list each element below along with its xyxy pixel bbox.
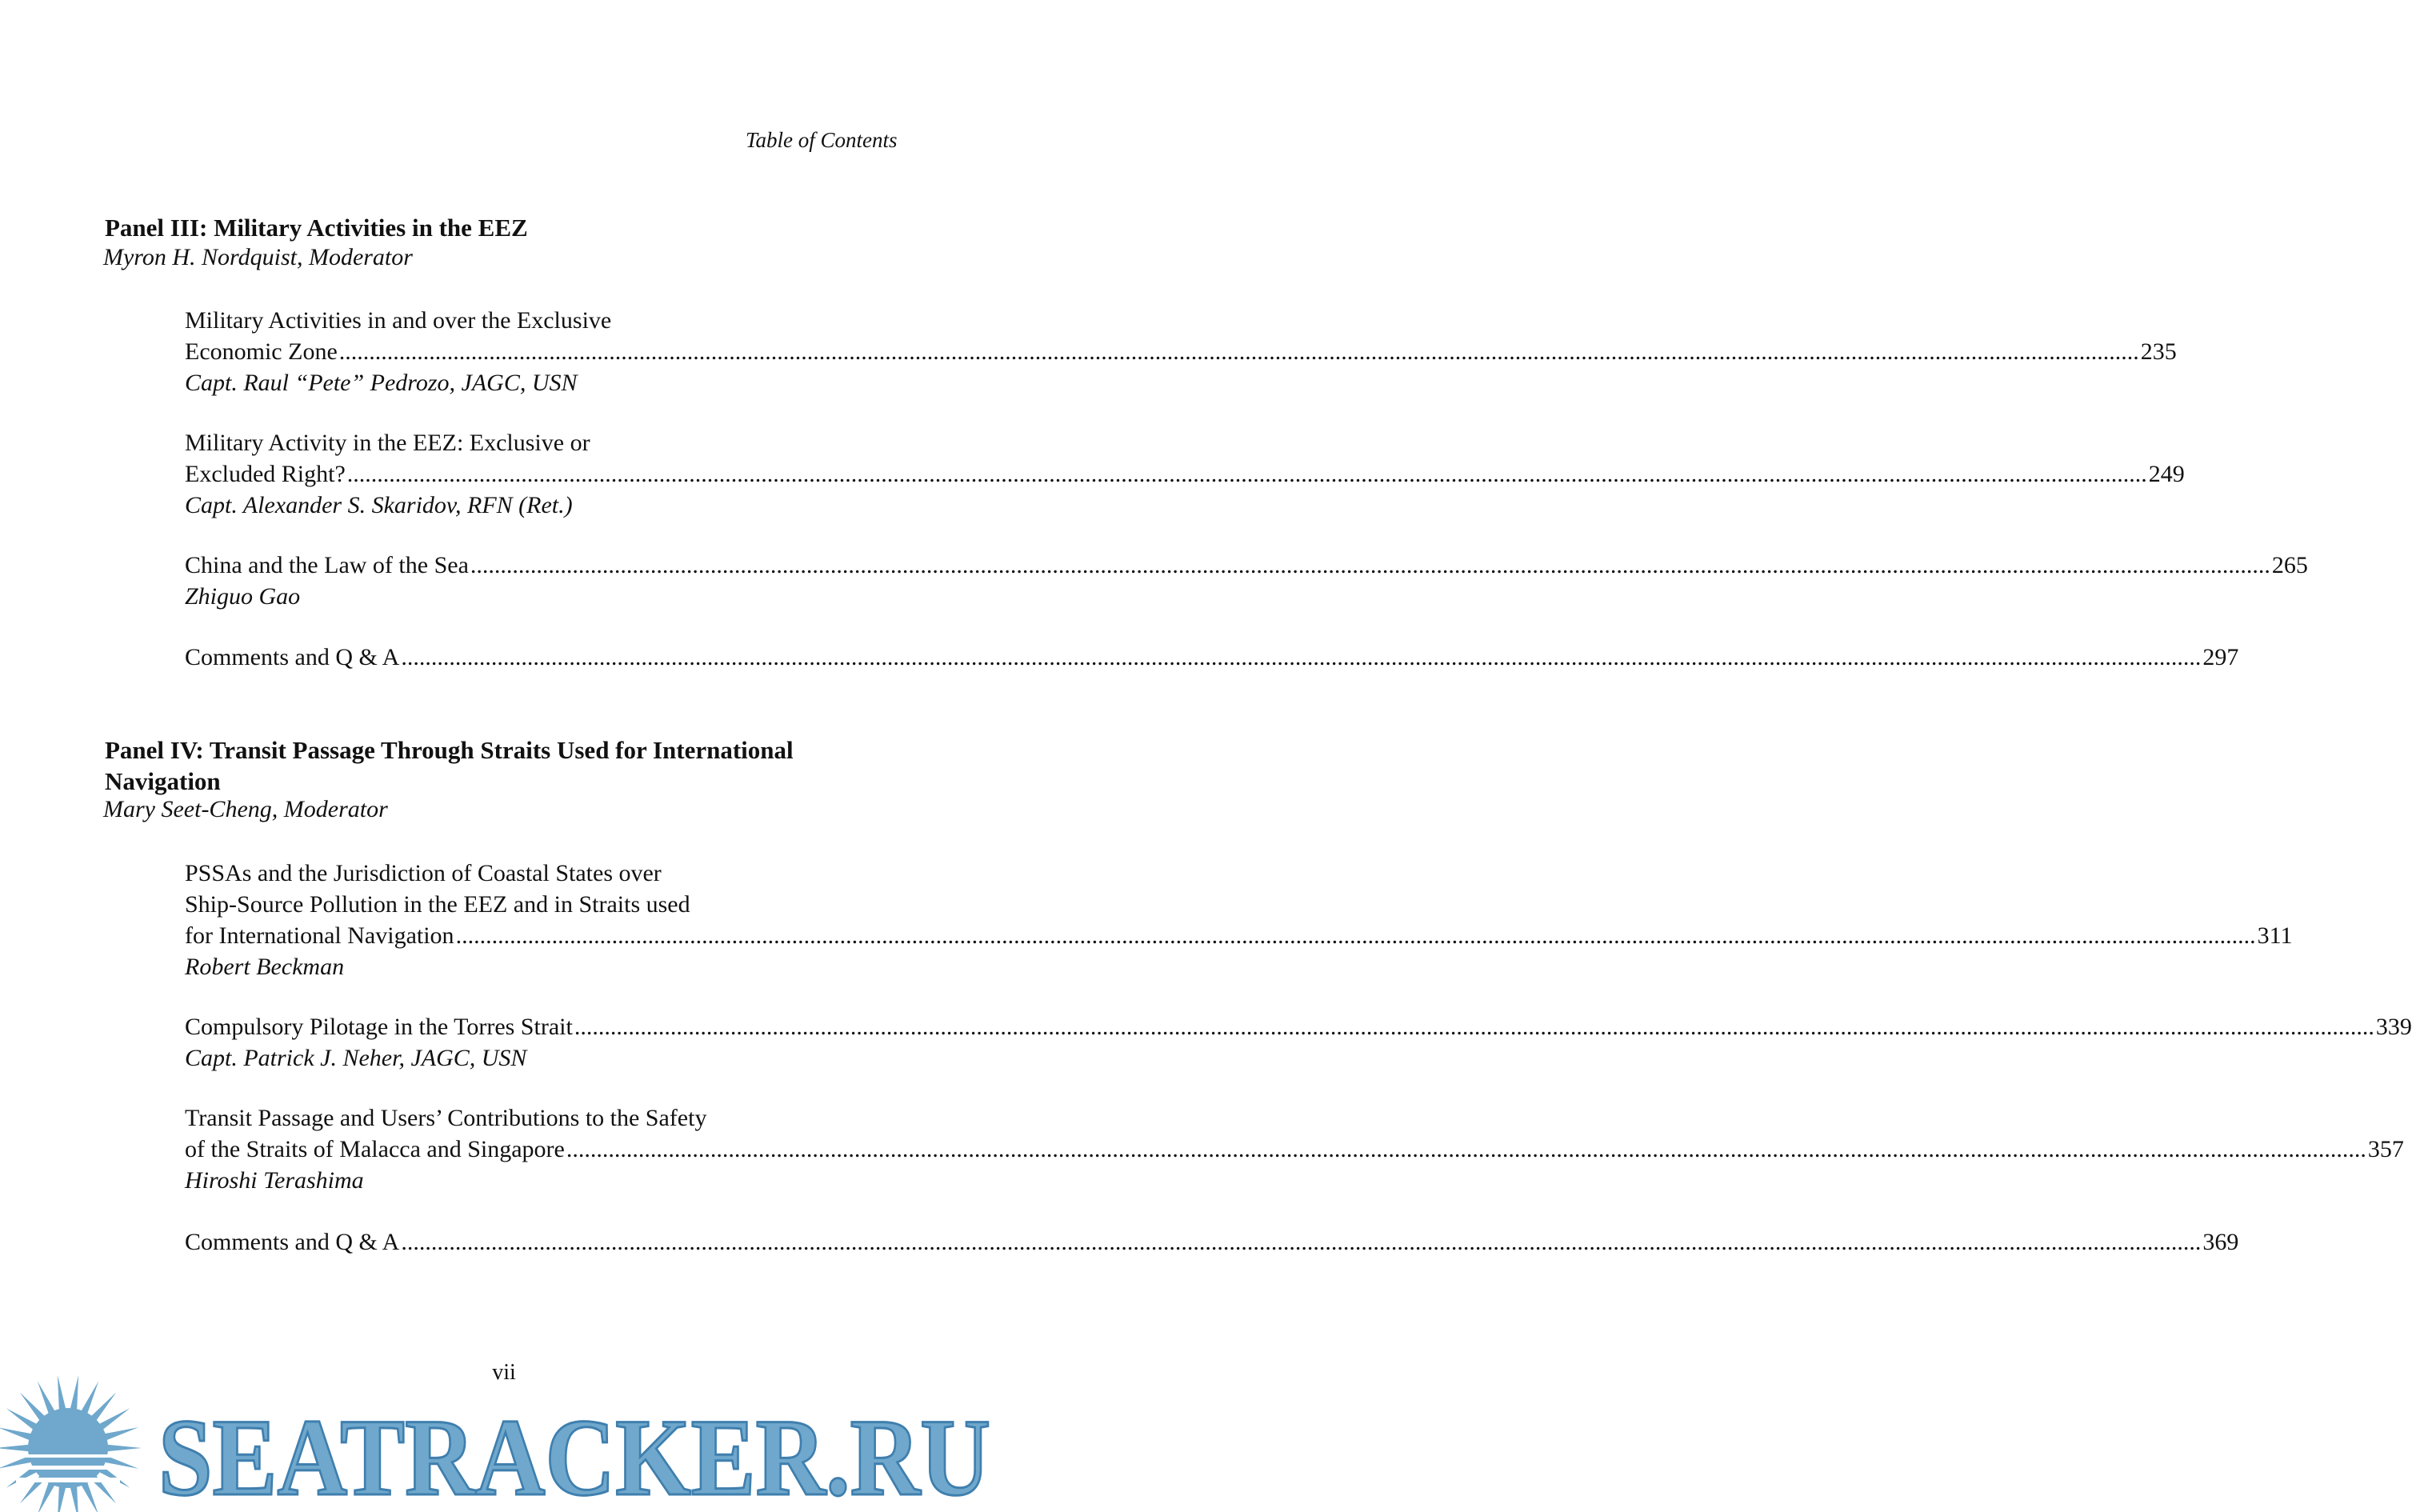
entry-page-number: 357	[2367, 1136, 2404, 1162]
sun-ray	[98, 1408, 130, 1430]
panel-title: Panel IV: Transit Passage Through Straits Used for International Navigation	[105, 736, 794, 795]
sun-ray	[81, 1381, 98, 1414]
sun-ray	[0, 1445, 30, 1452]
entry-title-line: Comments and Q & A	[185, 644, 400, 670]
entry-title-line: Ship-Source Pollution in the EEZ and in Straits used	[185, 891, 690, 918]
entry-title-line: Comments and Q & A	[185, 1229, 400, 1255]
sun-ray	[106, 1445, 142, 1452]
entry-author: Capt. Raul “Pete” Pedrozo, JAGC, USN	[185, 370, 578, 396]
entry-title-line: for International Navigation	[185, 922, 454, 949]
dot-leader: ............................................................................................................................................................................................................................................................................................................	[470, 552, 2270, 578]
toc-entry[interactable]	[185, 550, 2308, 612]
entry-title-line: Excluded Right?	[185, 461, 346, 487]
sun-ray	[6, 1408, 38, 1430]
entry-page-number: 339	[2375, 1014, 2412, 1040]
sun-ray	[104, 1427, 139, 1441]
entry-title-line: PSSAs and the Jurisdiction of Coastal States over	[185, 860, 662, 886]
panel-title: Panel III: Military Activities in the EEZ	[105, 214, 528, 242]
sun-ray	[58, 1486, 66, 1512]
entry-author: Capt. Patrick J. Neher, JAGC, USN	[185, 1045, 527, 1071]
entry-page-number: 235	[2140, 338, 2177, 365]
page-number: vii	[492, 1360, 516, 1385]
dot-leader: ............................................................................................................................................................................................................................................................................................................	[455, 922, 2256, 949]
entry-title-line: Military Activities in and over the Exclusive	[185, 307, 612, 334]
sun-ray	[38, 1482, 55, 1512]
toc-entry[interactable]	[185, 1226, 2239, 1258]
sun-icon	[0, 1375, 142, 1512]
toc-entry[interactable]	[185, 1011, 2412, 1074]
toc-entry[interactable]	[185, 642, 2239, 673]
entry-author: Zhiguo Gao	[185, 583, 301, 610]
entry-title-line: China and the Law of the Sea	[185, 552, 469, 578]
entry-page-number: 249	[2148, 461, 2185, 487]
entry-page-number: 311	[2257, 922, 2293, 949]
dot-leader: ............................................................................................................................................................................................................................................................................................................	[401, 644, 2202, 670]
dot-leader: ............................................................................................................................................................................................................................................................................................................	[401, 1229, 2202, 1255]
sun-ray	[81, 1482, 98, 1512]
entry-page-number: 297	[2202, 644, 2239, 670]
dot-leader: ............................................................................................................................................................................................................................................................................................................	[338, 338, 2139, 365]
entry-title-line: Military Activity in the EEZ: Exclusive or	[185, 430, 590, 456]
toc-entry[interactable]	[185, 1102, 2404, 1196]
entry-author: Capt. Alexander S. Skaridov, RFN (Ret.)	[185, 492, 573, 518]
panel-moderator: Mary Seet-Cheng, Moderator	[103, 796, 388, 822]
sun-ray	[38, 1381, 55, 1414]
toc-entry[interactable]	[185, 858, 2293, 982]
entry-author: Hiroshi Terashima	[185, 1167, 364, 1194]
entry-title-line: Transit Passage and Users’ Contributions to the Safety	[185, 1105, 707, 1131]
panel-moderator: Myron H. Nordquist, Moderator	[103, 244, 413, 270]
running-head: Table of Contents	[746, 128, 898, 152]
dot-leader: ............................................................................................................................................................................................................................................................................................................	[574, 1014, 2374, 1040]
entry-title-line: Compulsory Pilotage in the Torres Strait	[185, 1014, 573, 1040]
entry-page-number: 369	[2202, 1229, 2239, 1255]
dot-leader: ............................................................................................................................................................................................................................................................................................................	[566, 1136, 2366, 1162]
entry-title-line: Economic Zone	[185, 338, 338, 365]
sun-ray	[20, 1392, 46, 1421]
entry-author: Robert Beckman	[185, 954, 345, 980]
toc-entry[interactable]	[185, 305, 2177, 398]
dot-leader: ............................................................................................................................................................................................................................................................................................................	[346, 461, 2147, 487]
sun-ray	[90, 1392, 116, 1421]
entry-title-line: of the Straits of Malacca and Singapore	[185, 1136, 565, 1162]
entry-page-number: 265	[2271, 552, 2308, 578]
sun-ray	[70, 1486, 79, 1512]
toc-entry[interactable]	[185, 427, 2185, 521]
watermark-text: SEATRACKER.RU	[158, 1396, 990, 1512]
sun-ray	[0, 1427, 32, 1441]
